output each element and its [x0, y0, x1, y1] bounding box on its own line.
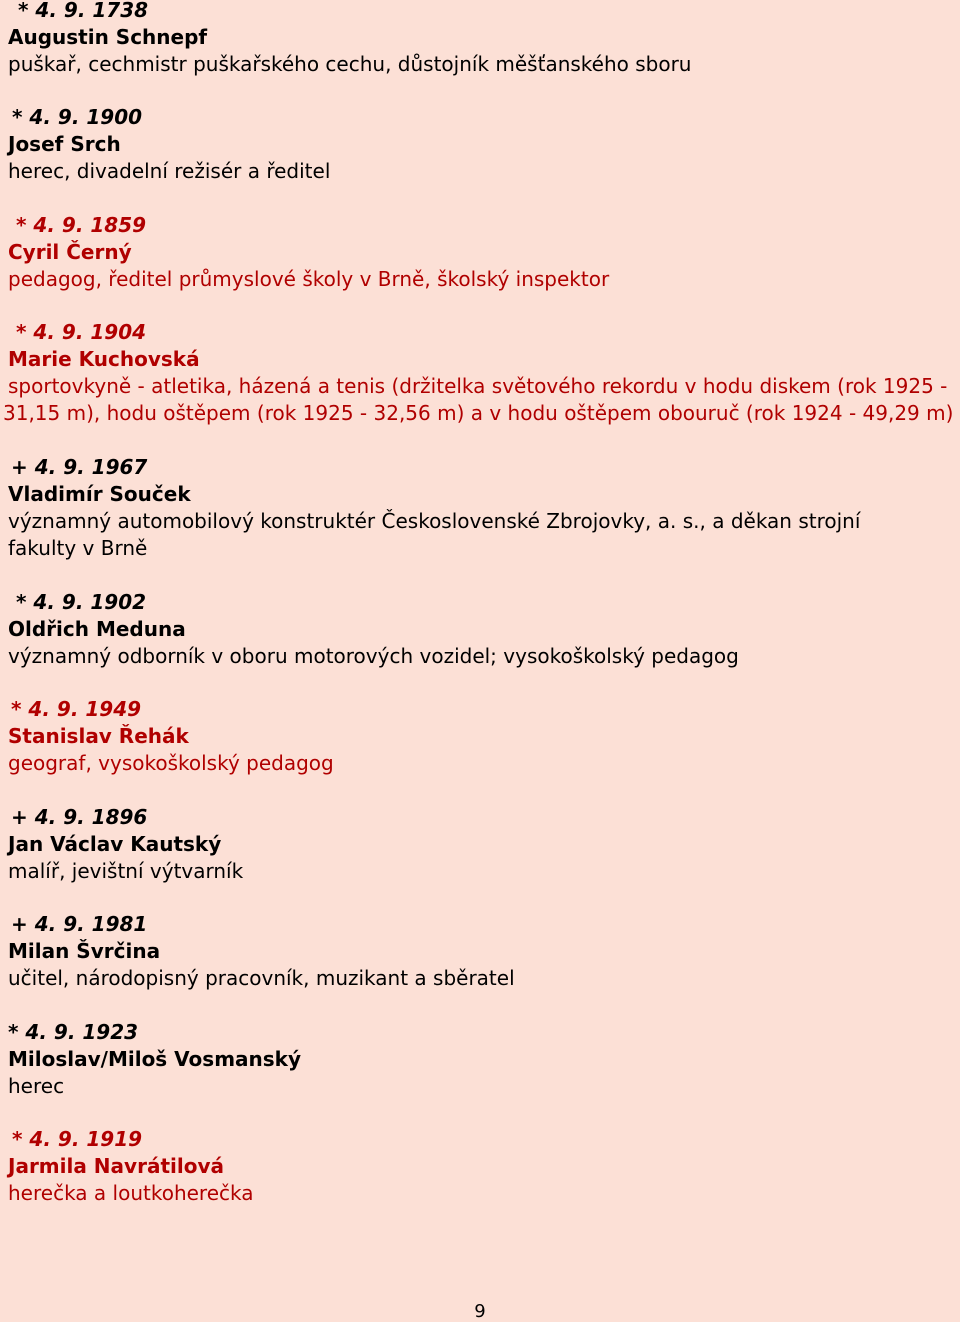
entry-name: Vladimír Souček	[8, 482, 191, 506]
entry-date: + 4. 9. 1896	[11, 805, 148, 829]
entry-name: Cyril Černý	[8, 240, 132, 264]
entry-description: významný odborník v oboru motorových vozidel; vysokoškolský pedagog	[8, 644, 739, 668]
entry-date: * 4. 9. 1904	[16, 320, 147, 344]
entry-rehak	[8, 696, 952, 777]
entry-date: * 4. 9. 1900	[12, 105, 143, 129]
entry-name: Oldřich Meduna	[8, 617, 186, 641]
entry-kautsky	[8, 804, 952, 885]
entry-name: Stanislav Řehák	[8, 724, 189, 748]
entry-date: * 4. 9. 1949	[11, 697, 142, 721]
entry-navratilova	[8, 1126, 952, 1207]
entry-name: Augustin Schnepf	[8, 25, 208, 49]
entry-schnepf	[8, 0, 952, 78]
entry-name: Josef Srch	[8, 132, 121, 156]
entry-name: Jan Václav Kautský	[8, 832, 222, 856]
page-number: 9	[474, 1301, 486, 1322]
entry-description: pedagog, ředitel průmyslové školy v Brně, školský inspektor	[8, 267, 610, 291]
entry-description: geograf, vysokoškolský pedagog	[8, 751, 334, 775]
entry-name: Miloslav/Miloš Vosmanský	[8, 1047, 302, 1071]
entry-description: herečka a loutkoherečka	[8, 1181, 254, 1205]
entry-date: + 4. 9. 1967	[11, 455, 148, 479]
entry-description: významný automobilový konstruktér Československé Zbrojovky, a. s., a děkan strojní fakulty v Brně	[8, 509, 861, 560]
entry-description: malíř, jevištní výtvarník	[8, 859, 244, 883]
entry-description: sportovkyně - atletika, házená a tenis (držitelka světového rekordu v hodu diskem (rok 1925 - 31,15 m), hodu oštěpem (rok 1925 - 32,56 m) a v hodu oštěpem obouruč (rok 1924 - 49,29 m)	[3, 374, 954, 425]
entry-date: + 4. 9. 1981	[11, 912, 148, 936]
entry-cerny	[8, 212, 952, 293]
entry-date: * 4. 9. 1738	[18, 0, 149, 22]
entry-srch	[8, 104, 952, 185]
entry-meduna	[8, 589, 952, 670]
entry-description: puškař, cechmistr puškařského cechu, důstojník měšťanského sboru	[8, 52, 692, 76]
entry-name: Jarmila Navrátilová	[8, 1154, 224, 1178]
entry-date: * 4. 9. 1923	[8, 1020, 139, 1044]
entry-description: učitel, národopisný pracovník, muzikant a sběratel	[8, 966, 515, 990]
entry-svrcina	[8, 911, 952, 992]
entry-kuchovska	[3, 319, 956, 427]
entry-description: herec	[8, 1074, 65, 1098]
entry-vosmansky	[8, 1019, 952, 1100]
entry-date: * 4. 9. 1902	[16, 590, 147, 614]
entry-date: * 4. 9. 1919	[12, 1127, 143, 1151]
entry-description: herec, divadelní režisér a ředitel	[8, 159, 331, 183]
entry-name: Marie Kuchovská	[8, 347, 200, 371]
entry-date: * 4. 9. 1859	[16, 213, 147, 237]
entry-name: Milan Švrčina	[8, 939, 161, 963]
entry-soucek	[8, 454, 930, 562]
